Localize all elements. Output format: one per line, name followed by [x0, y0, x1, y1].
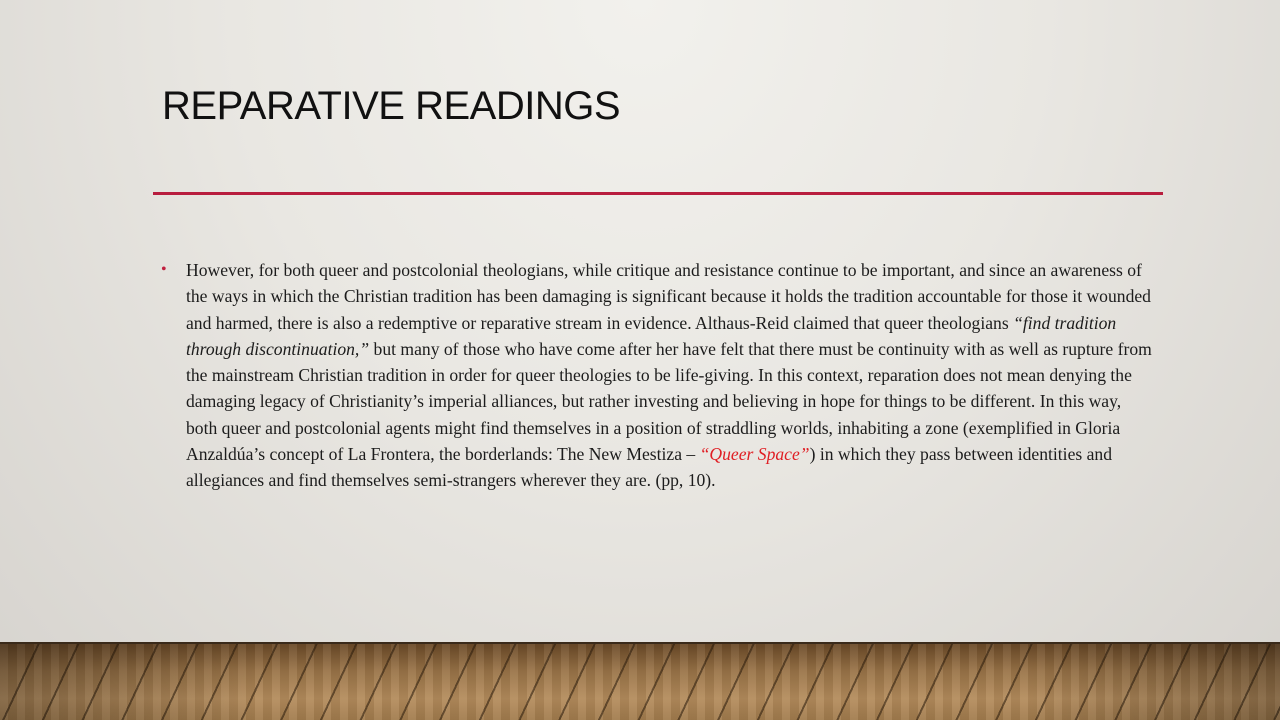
wood-floor-decoration — [0, 642, 1280, 720]
bullet-paragraph — [186, 257, 1152, 494]
paragraph-highlight: “Queer Space” — [699, 444, 810, 465]
slide-title: REPARATIVE READINGS — [162, 84, 620, 128]
paragraph-text-2: but many of those who have come after her have felt that there must be continuity with as well as rupture from the mainstream Christian tradition in order for queer theologies to be life-giving. In this context, reparation does not mean denying the damaging legacy of Christianity’s imperial alliances, but rather investing and believing in hope for things to be different. In this way, both queer and postcolonial agents might find themselves in a position of straddling worlds, inhabiting a zone (exemplified in Gloria Anzaldúa’s concept of La Frontera, the borderlands: The New Mestiza – — [186, 338, 1152, 465]
paragraph-quote: “find tradition through discontinuation,” — [186, 312, 1117, 359]
paragraph-text-1: However, for both queer and postcolonial theologians, while critique and resistance continue to be important, and since an awareness of the ways in which the Christian tradition has been damaging is significant because it holds the tradition accountable for those it wounded and harmed, there is also a redemptive or reparative stream in evidence. Althaus-Reid claimed that queer theologians — [186, 260, 1151, 333]
floor-shading — [0, 644, 1280, 720]
title-divider — [153, 192, 1163, 195]
paragraph-text-3: ) in which they pass between identities and allegiances and find themselves semi-strangers wherever they are. (pp, 10). — [186, 444, 1113, 491]
bullet-list — [161, 257, 1152, 494]
bullet-marker: • — [161, 261, 167, 278]
bullet-item — [161, 257, 1152, 494]
